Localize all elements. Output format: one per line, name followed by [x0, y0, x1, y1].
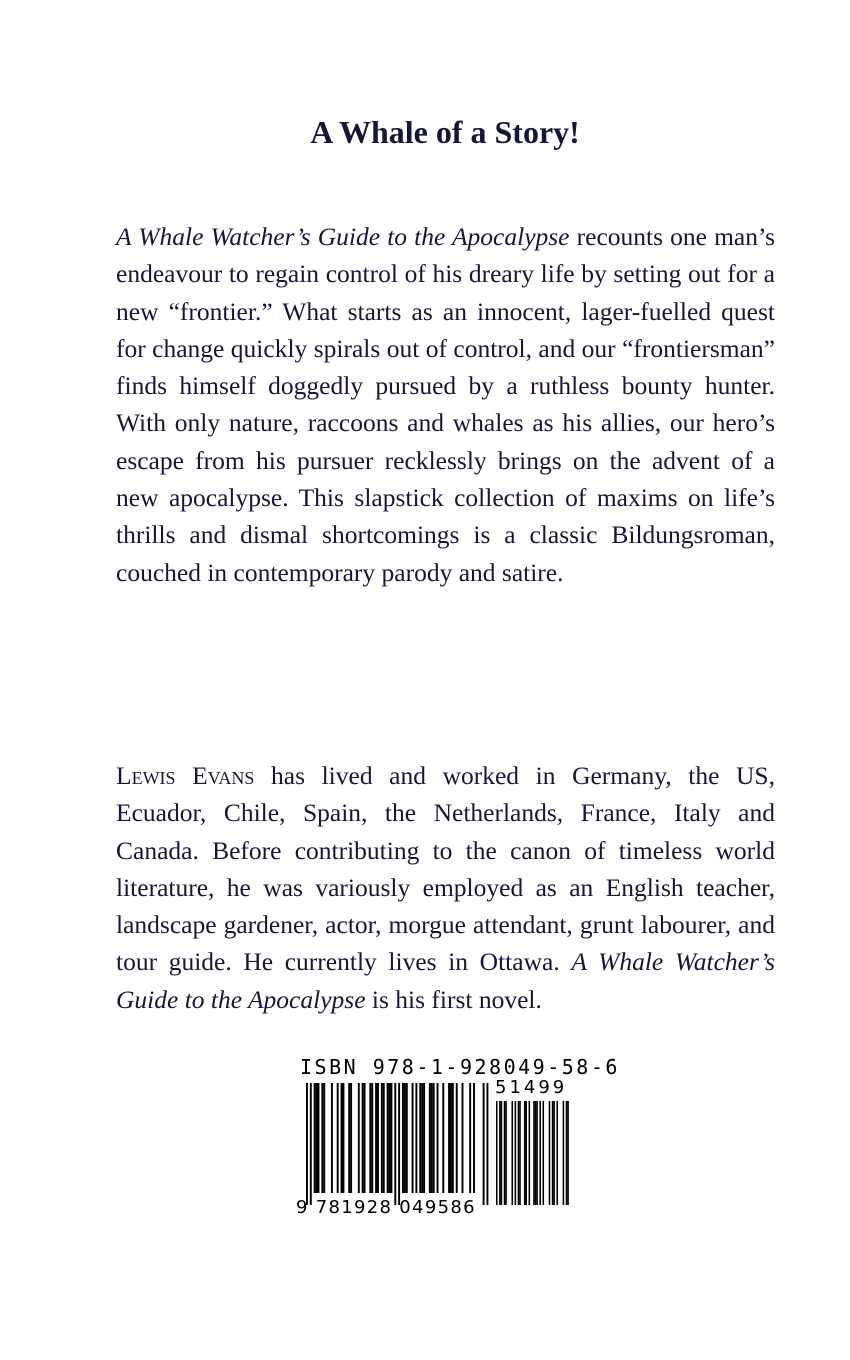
description-text: recounts one man’s endeavour to regain control of his dreary life by setting out for a new “frontier.” What starts as an innocent, lager-fuelled quest for change quickly spirals out of control, and our “frontiersman” finds himself doggedly pursued by a ruthless bounty hunter. With only nature, raccoons and whales as his allies, our hero’s escape from his pursuer recklessly brings on the advent of a new apocalypse. This slapstick collection of maxims on life’s thrills and dismal shortcomings is a classic Bildungsroman, couched in contemporary parody and satire. [116, 222, 776, 587]
barcode-bar [456, 1083, 458, 1193]
supplement-bar [496, 1101, 498, 1205]
supplement-bar [525, 1101, 527, 1205]
supplement-bar [519, 1101, 521, 1205]
book-title-italic: A Whale Watcher’s Guide to the Apocalypse [116, 947, 775, 1014]
supplement-bar [556, 1101, 558, 1205]
supplement-bar [512, 1101, 514, 1205]
barcode-bar [318, 1083, 320, 1193]
barcode-bar [429, 1083, 431, 1193]
barcode-bar [371, 1083, 373, 1193]
barcode-bar [383, 1083, 385, 1193]
barcode-bar [375, 1083, 377, 1193]
supplement-bar [536, 1101, 538, 1205]
barcode-bar [433, 1083, 435, 1193]
barcode-bar [389, 1083, 391, 1193]
barcode-bar [473, 1083, 475, 1193]
supplement-bar [518, 1101, 520, 1205]
isbn-barcode [292, 1055, 620, 1225]
supplement-bar [552, 1101, 554, 1205]
barcode-bar [390, 1083, 392, 1193]
supplement-bar [499, 1101, 501, 1205]
barcode-bar [377, 1083, 379, 1193]
barcode-bar [431, 1083, 433, 1193]
barcode-bar [348, 1083, 350, 1193]
barcode-bar [406, 1083, 408, 1193]
barcode-bar [402, 1083, 404, 1193]
supplement-bar [533, 1101, 535, 1205]
barcode-bar [364, 1083, 366, 1193]
barcode-bar [423, 1083, 425, 1193]
supplement-bar [543, 1101, 545, 1205]
barcode-bar [486, 1083, 488, 1205]
barcode-bar [331, 1083, 333, 1193]
barcode-bar [321, 1083, 323, 1193]
barcode-bar [310, 1083, 312, 1205]
barcode-bar [448, 1083, 450, 1193]
barcode-bar [450, 1083, 452, 1193]
supplement-bar [553, 1101, 555, 1205]
barcode-bar [398, 1083, 400, 1205]
book-description [116, 218, 775, 591]
author-bio-text: has lived and worked in Germany, the US, Ecuador, Chile, Spain, the Netherlands, France, Italy and Canada. Before contributing to the canon of timeless world literature, he was variously employed as an English teacher, landscape gardener, actor, morgue attendant, grunt labourer, and tour guide. He currently lives in Ottawa. [116, 761, 775, 977]
book-title-italic: A Whale Watcher’s Guide to the Apocalypse [116, 222, 570, 251]
supplement-bar [504, 1101, 506, 1205]
supplement-bar [549, 1101, 551, 1205]
supplement-bar [529, 1101, 531, 1205]
barcode-bar [369, 1083, 371, 1193]
barcode-bar [452, 1083, 454, 1193]
supplement-bar [505, 1101, 507, 1205]
barcode-bar [421, 1083, 423, 1193]
isbn-label: ISBN 978-1-928049-58-6 [300, 1055, 620, 1079]
barcode-bar [323, 1083, 325, 1193]
author-bio-ending: is his first novel. [365, 984, 542, 1014]
barcode-bar [358, 1083, 360, 1193]
barcode-bar [469, 1083, 471, 1193]
barcode-bar [381, 1083, 383, 1193]
barcode-bar [306, 1083, 308, 1205]
barcode-bar [404, 1083, 406, 1193]
barcode-bar [362, 1083, 364, 1193]
barcode-bar [316, 1083, 318, 1193]
barcode-bar [483, 1083, 485, 1205]
supplement-bar [566, 1101, 568, 1205]
barcode-bar [415, 1083, 417, 1193]
page-title: A Whale of a Story! [310, 114, 580, 150]
supplement-bar [567, 1101, 569, 1205]
barcode-bar [350, 1083, 352, 1193]
price-code: 51499 [495, 1077, 568, 1098]
barcode-bar [412, 1083, 414, 1193]
barcode-bar [387, 1083, 389, 1193]
barcode-bar [442, 1083, 444, 1193]
supplement-bar [524, 1101, 526, 1205]
barcode-bar [337, 1083, 339, 1193]
author-name: Lewis Evans [116, 761, 255, 790]
barcode-bar [462, 1083, 464, 1193]
barcode-bar [341, 1083, 343, 1193]
supplement-bar [501, 1101, 503, 1205]
barcode-bar [437, 1083, 439, 1193]
barcode-bar [342, 1083, 344, 1193]
ean-digits: 9 781928 049586 [296, 1197, 476, 1218]
author-bio [116, 757, 775, 1018]
supplement-bar [563, 1101, 565, 1205]
barcode-bar [419, 1083, 421, 1193]
supplement-bar [515, 1101, 517, 1205]
supplement-bar [539, 1101, 541, 1205]
supplement-bar [535, 1101, 537, 1205]
barcode-bar [314, 1083, 316, 1193]
barcode-bar [394, 1083, 396, 1205]
